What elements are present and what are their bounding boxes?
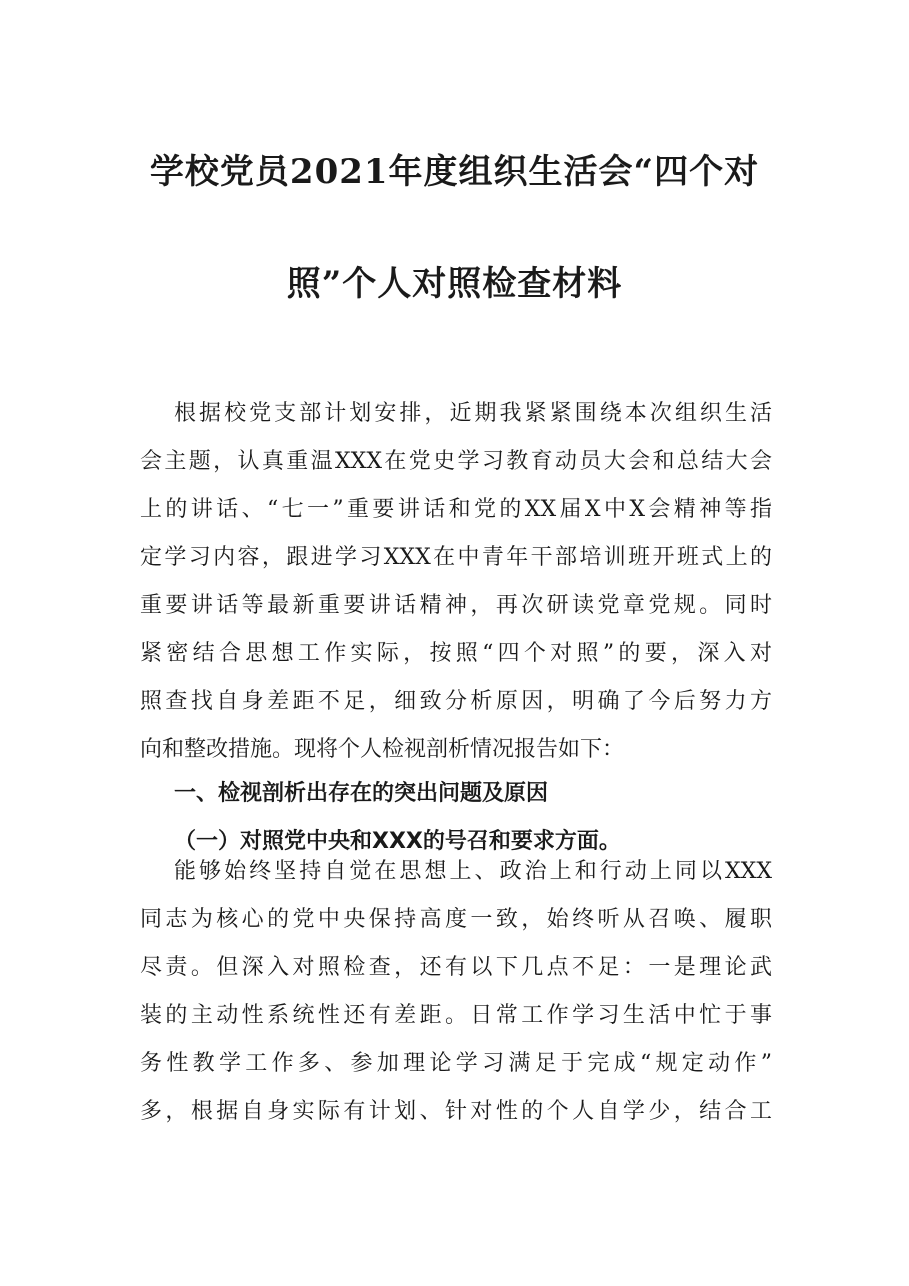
paragraph-line: 照查找自身差距不足，细致分析原因，明确了今后努力方	[140, 689, 772, 714]
subsection-heading-1: （一）对照党中央和XXX的号召和要求方面。	[174, 829, 621, 854]
section-paragraph	[140, 848, 772, 1136]
paragraph-line: 务性教学工作多、参加理论学习满足于完成“规定动作”	[140, 1051, 772, 1076]
intro-paragraph	[140, 390, 772, 774]
paragraph-line: 定学习内容，跟进学习XXX在中青年干部培训班开班式上的	[140, 545, 772, 570]
document-title-line-2: 照”个人对照检查材料	[286, 264, 623, 304]
paragraph-line: 根据校党支部计划安排，近期我紧紧围绕本次组织生活	[174, 401, 772, 426]
paragraph-line: 同志为核心的党中央保持高度一致，始终听从召唤、履职	[140, 907, 772, 932]
document-title-line-1: 学校党员2021年度组织生活会“四个对	[149, 152, 760, 192]
paragraph-line: 能够始终坚持自觉在思想上、政治上和行动上同以XXX	[174, 859, 772, 884]
paragraph-line: 向和整改措施。现将个人检视剖析情况报告如下：	[140, 737, 625, 762]
paragraph-line: 紧密结合思想工作实际，按照“四个对照”的要，深入对	[140, 641, 772, 666]
paragraph-line: 装的主动性系统性还有差距。日常工作学习生活中忙于事	[140, 1003, 772, 1028]
paragraph-line: 多，根据自身实际有计划、针对性的个人自学少，结合工	[140, 1099, 772, 1124]
section-heading-1: 一、检视剖析出存在的突出问题及原因	[174, 781, 549, 806]
paragraph-line: 尽责。但深入对照检查，还有以下几点不足：一是理论武	[140, 955, 772, 980]
paragraph-line: 会主题，认真重温XXX在党史学习教育动员大会和总结大会	[140, 449, 772, 474]
paragraph-line: 重要讲话等最新重要讲话精神，再次研读党章党规。同时	[140, 593, 772, 618]
paragraph-line: 上的讲话、“七一”重要讲话和党的XX届X中X会精神等指	[140, 497, 772, 522]
